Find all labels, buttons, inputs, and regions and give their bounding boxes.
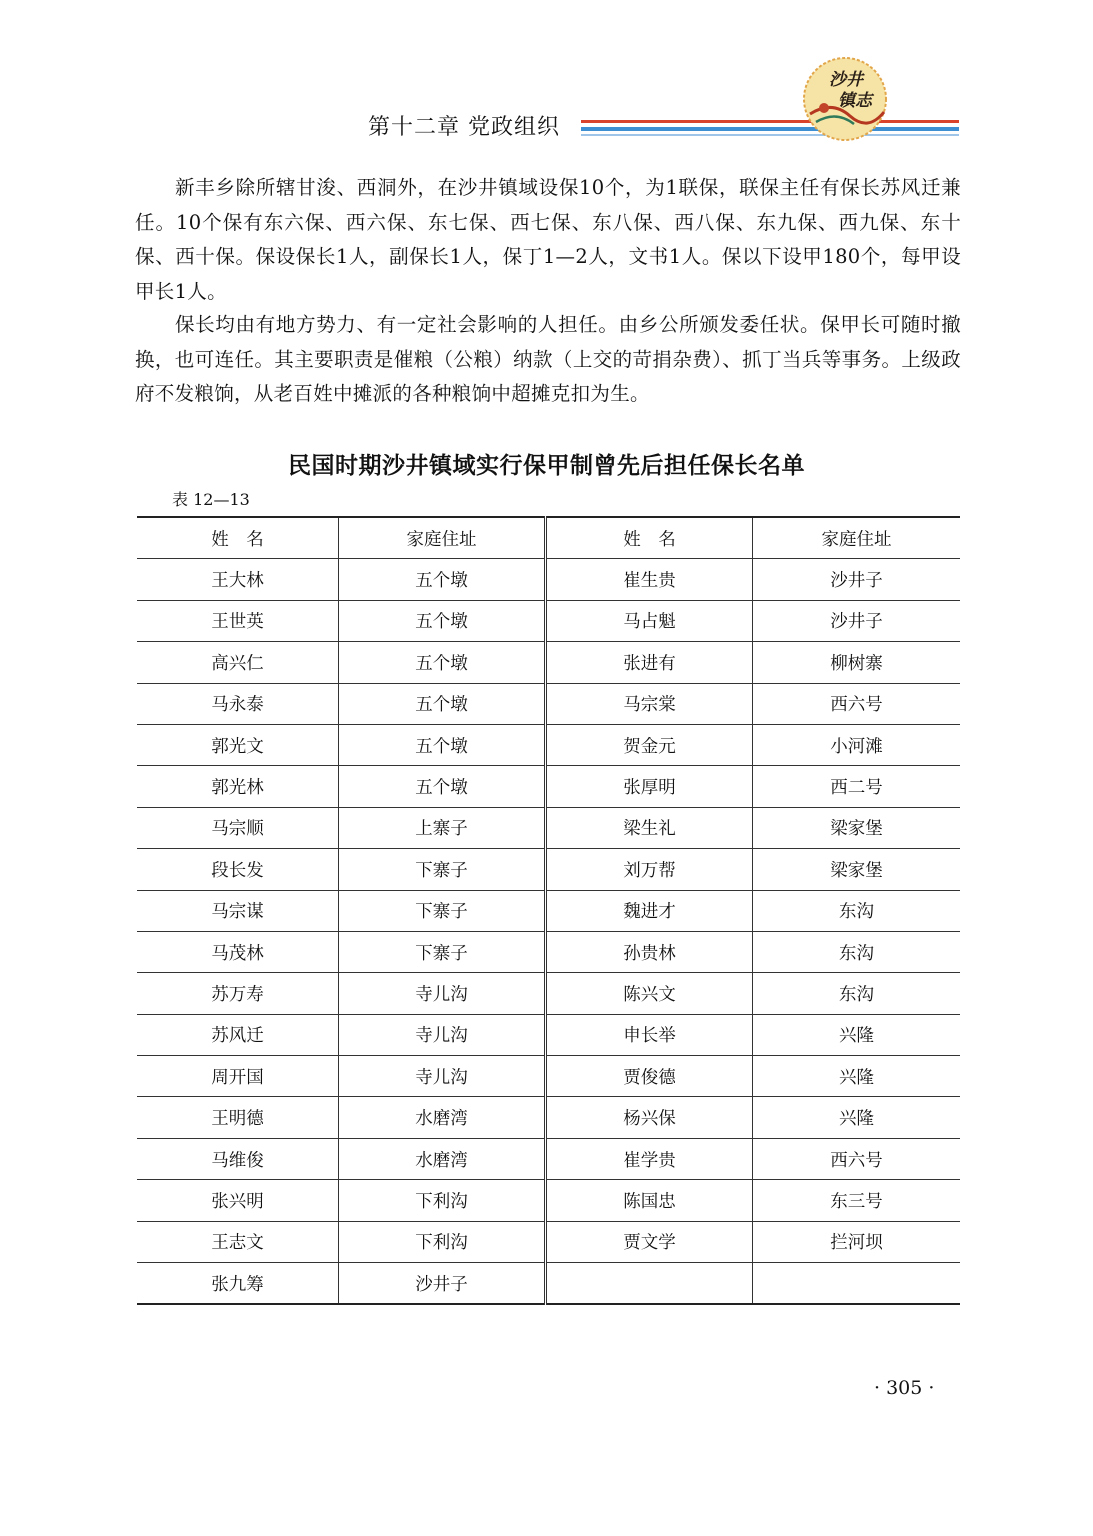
- cell-address-right: [753, 1263, 961, 1305]
- cell-address-left: 沙井子: [339, 1263, 546, 1305]
- cell-name-right: 贾俊德: [546, 1056, 753, 1097]
- cell-address-right: 西六号: [753, 683, 961, 724]
- cell-name-left: 张兴明: [137, 1180, 339, 1221]
- cell-address-right: 沙井子: [753, 559, 961, 600]
- header-address-right: 家庭住址: [753, 517, 961, 559]
- table-row: [137, 1097, 960, 1138]
- table-row: [137, 766, 960, 807]
- cell-address-left: 上寨子: [339, 807, 546, 848]
- cell-name-left: 马宗顺: [137, 807, 339, 848]
- table-header-row: [137, 517, 960, 559]
- cell-address-left: 下寨子: [339, 849, 546, 890]
- cell-name-left: 王明德: [137, 1097, 339, 1138]
- cell-name-left: 王志文: [137, 1221, 339, 1262]
- cell-name-left: 马茂林: [137, 931, 339, 972]
- cell-name-right: 孙贵林: [546, 931, 753, 972]
- cell-address-right: 沙井子: [753, 600, 961, 641]
- cell-address-right: 东三号: [753, 1180, 961, 1221]
- cell-address-right: 东沟: [753, 890, 961, 931]
- cell-address-right: 梁家堡: [753, 849, 961, 890]
- cell-address-left: 五个墩: [339, 683, 546, 724]
- cell-address-left: 五个墩: [339, 724, 546, 765]
- cell-address-left: 五个墩: [339, 642, 546, 683]
- cell-name-left: 郭光林: [137, 766, 339, 807]
- cell-name-right: 贾文学: [546, 1221, 753, 1262]
- cell-name-left: 苏万寿: [137, 973, 339, 1014]
- table-row: [137, 1221, 960, 1262]
- table-row: [137, 683, 960, 724]
- cell-name-left: 马宗谋: [137, 890, 339, 931]
- table-row: [137, 973, 960, 1014]
- cell-address-left: 寺儿沟: [339, 1014, 546, 1055]
- cell-address-right: 兴隆: [753, 1014, 961, 1055]
- cell-name-right: 贺金元: [546, 724, 753, 765]
- cell-name-right: 刘万帮: [546, 849, 753, 890]
- cell-address-right: 东沟: [753, 931, 961, 972]
- baozhang-roster-table: [137, 516, 960, 1305]
- table-row: [137, 642, 960, 683]
- cell-name-right: 陈兴文: [546, 973, 753, 1014]
- cell-name-right: 申长举: [546, 1014, 753, 1055]
- cell-address-right: 西六号: [753, 1138, 961, 1179]
- table-row: [137, 807, 960, 848]
- cell-name-right: 梁生礼: [546, 807, 753, 848]
- cell-address-right: 小河滩: [753, 724, 961, 765]
- chapter-title: 第十二章 党政组织: [368, 115, 560, 140]
- table-title: 民国时期沙井镇域实行保甲制曾先后担任保长名单: [288, 453, 805, 479]
- body-paragraph-2: 保长均由有地方势力、有一定社会影响的人担任。由乡公所颁发委任状。保甲长可随时撤换，也可连任。其主要职责是催粮（公粮）纳款（上交的苛捐杂费）、抓丁当兵等事务。上级政府不发粮饷，从老百姓中摊派的各种粮饷中超摊克扣为生。: [135, 313, 961, 405]
- header-rule-red: [581, 120, 959, 123]
- table-number: 表 12—13: [172, 490, 250, 509]
- cell-name-left: 高兴仁: [137, 642, 339, 683]
- cell-name-right: 陈国忠: [546, 1180, 753, 1221]
- cell-name-right: [546, 1263, 753, 1305]
- header-name-left: 姓 名: [137, 517, 339, 559]
- table-row: [137, 890, 960, 931]
- cell-address-right: 兴隆: [753, 1056, 961, 1097]
- cell-address-right: 兴隆: [753, 1097, 961, 1138]
- seal-title: 沙井 镇志: [829, 70, 872, 111]
- table-row: [137, 1180, 960, 1221]
- cell-name-right: 崔学贵: [546, 1138, 753, 1179]
- header-address-left: 家庭住址: [339, 517, 546, 559]
- cell-name-right: 张进有: [546, 642, 753, 683]
- cell-address-left: 寺儿沟: [339, 1056, 546, 1097]
- cell-name-right: 张厚明: [546, 766, 753, 807]
- page-number: · 305 ·: [874, 1377, 935, 1399]
- cell-name-left: 张九筹: [137, 1263, 339, 1305]
- cell-name-left: 段长发: [137, 849, 339, 890]
- table-row: [137, 1263, 960, 1305]
- cell-name-left: 王大林: [137, 559, 339, 600]
- cell-address-right: 西二号: [753, 766, 961, 807]
- cell-name-left: 周开国: [137, 1056, 339, 1097]
- cell-address-left: 水磨湾: [339, 1097, 546, 1138]
- table-row: [137, 1056, 960, 1097]
- cell-address-left: 五个墩: [339, 559, 546, 600]
- table-row: [137, 559, 960, 600]
- cell-address-left: 下寨子: [339, 931, 546, 972]
- cell-address-right: 东沟: [753, 973, 961, 1014]
- table-row: [137, 849, 960, 890]
- cell-address-left: 五个墩: [339, 600, 546, 641]
- table-row: [137, 1014, 960, 1055]
- cell-address-left: 下利沟: [339, 1180, 546, 1221]
- header-rule-blue: [581, 127, 959, 131]
- cell-name-left: 马永泰: [137, 683, 339, 724]
- cell-address-right: 柳树寨: [753, 642, 961, 683]
- table-row: [137, 931, 960, 972]
- cell-address-left: 水磨湾: [339, 1138, 546, 1179]
- header-name-right: 姓 名: [546, 517, 753, 559]
- cell-address-left: 下寨子: [339, 890, 546, 931]
- cell-address-right: 拦河坝: [753, 1221, 961, 1262]
- body-paragraph-1: 新丰乡除所辖甘浚、西洞外，在沙井镇域设保10个，为1联保，联保主任有保长苏风迁兼任。10个保有东六保、西六保、东七保、西七保、东八保、西八保、东九保、西九保、东十保、西十保。保设保长1人，副保长1人，保丁1—2人，文书1人。保以下设甲180个，每甲设甲长1人。: [135, 176, 961, 303]
- cell-address-left: 寺儿沟: [339, 973, 546, 1014]
- cell-address-left: 五个墩: [339, 766, 546, 807]
- cell-name-left: 王世英: [137, 600, 339, 641]
- table-row: [137, 1138, 960, 1179]
- cell-name-left: 马维俊: [137, 1138, 339, 1179]
- cell-name-right: 马占魁: [546, 600, 753, 641]
- cell-name-right: 魏进才: [546, 890, 753, 931]
- cell-name-right: 崔生贵: [546, 559, 753, 600]
- cell-name-left: 郭光文: [137, 724, 339, 765]
- cell-address-right: 梁家堡: [753, 807, 961, 848]
- cell-name-right: 马宗棠: [546, 683, 753, 724]
- table-row: [137, 724, 960, 765]
- table-row: [137, 600, 960, 641]
- cell-name-left: 苏风迁: [137, 1014, 339, 1055]
- header-rule-light-blue: [581, 134, 959, 136]
- cell-address-left: 下利沟: [339, 1221, 546, 1262]
- cell-name-right: 杨兴保: [546, 1097, 753, 1138]
